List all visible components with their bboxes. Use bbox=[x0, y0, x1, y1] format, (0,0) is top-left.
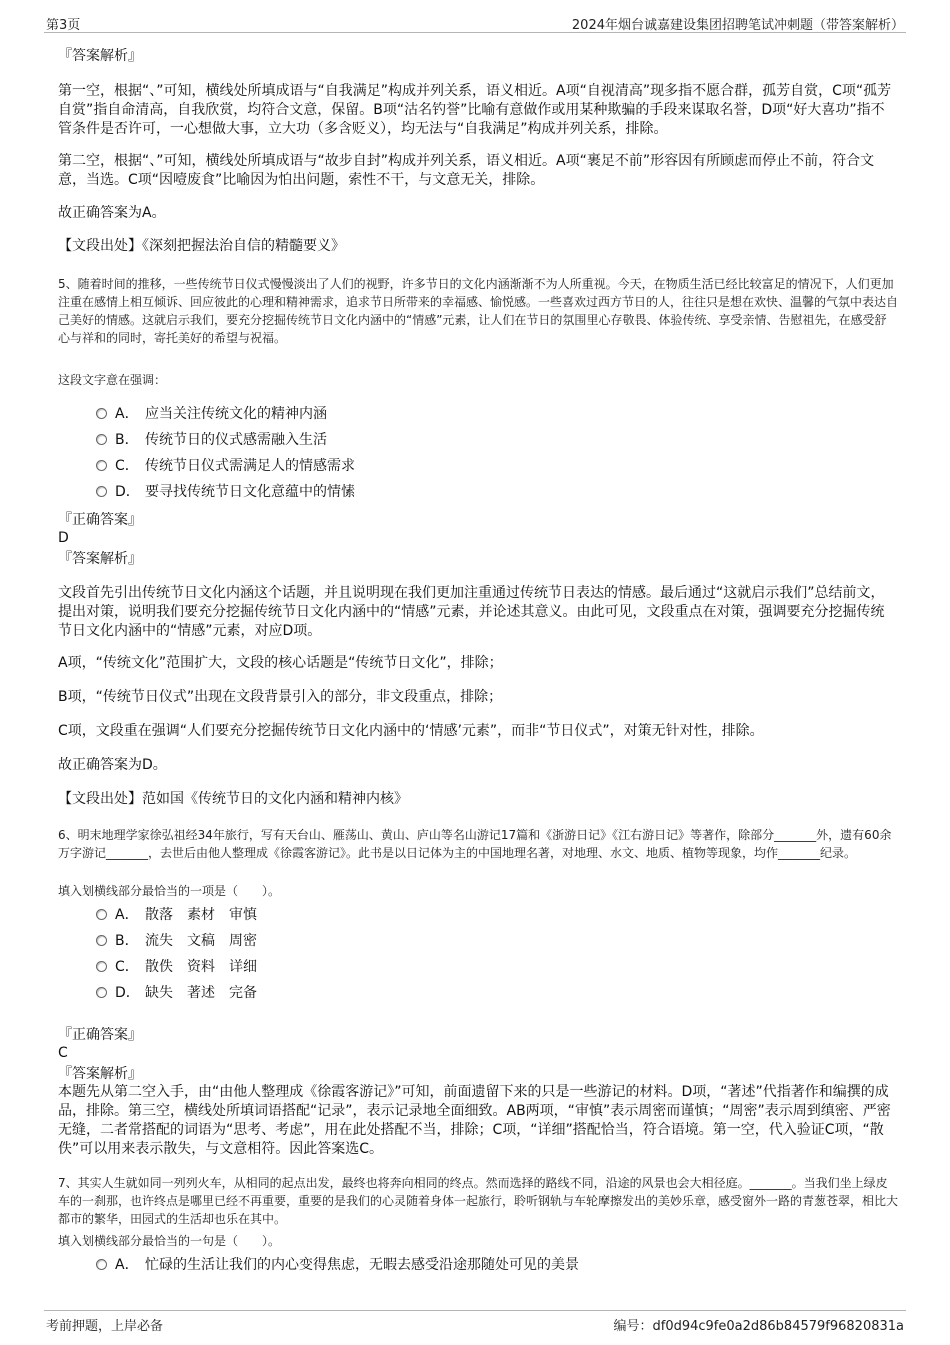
q7-stem: 7、其实人生就如同一列列火车，从相同的起点出发，最终也将奔向相同的终点。然而选择的路线不同，沿途的风景也会大相径庭。_______。当我们坐上绿皮车的一刹那，也许终点是哪里已经不再重要，重要的是我们的心灵随着身体一起旅行，聆听钢轨与车轮摩擦发出的美妙乐章，感受窗外一路的青葱苍翠，相比大都市的繁华，田园式的生活却也乐在其中。 bbox=[58, 1176, 899, 1226]
q5-answer-label: 『正确答案』 bbox=[58, 512, 142, 528]
q6-analysis-p1: 本题先从第二空入手，由“由他人整理成《徐霞客游记》”可知，前面遗留下来的只是一些游记的材料。D项，“著述”代指著作和编撰的成品，排除。第三空，横线处所填词语搭配“记录”，表示记录地全面细致。AB两项，“审慎”表示周密而谨慎；“周密”表示周到缜密、严密无缝，二者常搭配的词语为“思考、考虑”，用在此处搭配不当，排除；C项，“详细”搭配恰当，符合语境。第一空，代入验证C项，“散佚”可以用来表示散失，与文意相符。因此答案选C。 bbox=[58, 1084, 891, 1157]
q6-answer: C bbox=[58, 1045, 68, 1061]
radio-icon[interactable] bbox=[96, 935, 107, 946]
q5-answer: D bbox=[58, 530, 69, 546]
radio-icon[interactable] bbox=[96, 909, 107, 920]
q5-option-b[interactable]: B． 传统节日的仪式感需融入生活 bbox=[96, 431, 327, 449]
page-header bbox=[44, 12, 906, 33]
q5-analysis-label: 『答案解析』 bbox=[58, 551, 142, 567]
q4-analysis-conclusion: 故正确答案为A。 bbox=[58, 205, 166, 221]
q6-stem: 6、明末地理学家徐弘祖经34年旅行，写有天台山、雁荡山、黄山、庐山等名山游记17篇和《浙游日记》《江右游日记》等著作，除部分_______外，遗有60余万字游记_______，去世后由他人整理成《徐霞客游记》。此书是以日记体为主的中国地理名著，对地理、水文、地质、植物等现象，均作_______纪录。 bbox=[58, 828, 892, 860]
q5-prompt: 这段文字意在强调： bbox=[58, 373, 167, 387]
footer-slogan: 考前押题，上岸必备 bbox=[46, 1319, 164, 1334]
q5-analysis-p2: A项，“传统文化”范围扩大，文段的核心话题是“传统节日文化”，排除； bbox=[58, 655, 503, 671]
q6-option-d[interactable]: D． 缺失 著述 完备 bbox=[96, 984, 257, 1002]
q4-analysis-label: 『答案解析』 bbox=[58, 48, 142, 64]
q6-prompt: 填入划横线部分最恰当的一项是（ ）。 bbox=[58, 884, 281, 898]
q5-stem: 5、随着时间的推移，一些传统节日仪式慢慢淡出了人们的视野，许多节日的文化内涵渐渐不为人所重视。今天，在物质生活已经比较富足的情况下，人们更加注重在感情上相互倾诉、回应彼此的心理和精神需求，追求节日所带来的幸福感、愉悦感。一些喜欢过西方节日的人，往往只是想在欢快、温馨的气氛中表达自己美好的情感。这就启示我们，要充分挖掘传统节日文化内涵中的“情感”元素，让人们在节日的氛围里心存敬畏、体验传统、享受亲情、告慰祖先，在感受舒心与祥和的同时，寄托美好的希望与祝福。 bbox=[58, 277, 899, 345]
radio-icon[interactable] bbox=[96, 408, 107, 419]
q5-source: 【文段出处】范如国《传统节日的文化内涵和精神内核》 bbox=[58, 791, 408, 807]
q5-option-d[interactable]: D． 要寻找传统节日文化意蕴中的情愫 bbox=[96, 483, 355, 501]
document-id: 编号：df0d94c9fe0a2d86b84579f96820831a bbox=[613, 1319, 904, 1334]
q5-option-a[interactable]: A． 应当关注传统文化的精神内涵 bbox=[96, 405, 327, 423]
document-title: 2024年烟台诚嘉建设集团招聘笔试冲刺题（带答案解析） bbox=[571, 18, 904, 33]
q4-analysis-p2: 第二空，根据“、”可知，横线处所填成语与“故步自封”构成并列关系，语义相近。A项“裹足不前”形容因有所顾虑而停止不前，符合文意，当选。C项“因噎废食”比喻因为怕出问题，索性不干，与文意无关，排除。 bbox=[58, 153, 875, 188]
q6-answer-label: 『正确答案』 bbox=[58, 1027, 142, 1043]
q6-option-b[interactable]: B． 流失 文稿 周密 bbox=[96, 932, 257, 950]
q5-analysis-p4: C项，文段重在强调“人们要充分挖掘传统节日文化内涵中的‘情感’元素”，而非“节日仪式”，对策无针对性，排除。 bbox=[58, 723, 764, 739]
radio-icon[interactable] bbox=[96, 987, 107, 998]
q4-source: 【文段出处】《深刻把握法治自信的精髓要义》 bbox=[58, 238, 345, 254]
radio-icon[interactable] bbox=[96, 961, 107, 972]
page-number: 第3页 bbox=[46, 18, 81, 33]
q5-option-c[interactable]: C． 传统节日仪式需满足人的情感需求 bbox=[96, 457, 355, 475]
q6-option-c[interactable]: C． 散佚 资料 详细 bbox=[96, 958, 257, 976]
page-footer bbox=[44, 1310, 906, 1334]
q4-analysis-p1: 第一空，根据“、”可知，横线处所填成语与“自我满足”构成并列关系，语义相近。A项“自视清高”现多指不愿合群，孤芳自赏，C项“孤芳自赏”指自命清高，自我欣赏，均符合文意，保留。B项“沽名钓誉”比喻有意做作或用某种欺骗的手段来谋取名誉，D项“好大喜功”指不管条件是否许可，一心想做大事，立大功（多含贬义），均无法与“自我满足”构成并列关系，排除。 bbox=[58, 83, 892, 137]
radio-icon[interactable] bbox=[96, 434, 107, 445]
radio-icon[interactable] bbox=[96, 460, 107, 471]
q7-option-a[interactable]: A． 忙碌的生活让我们的内心变得焦虑，无暇去感受沿途那随处可见的美景 bbox=[96, 1256, 579, 1274]
q7-prompt: 填入划横线部分最恰当的一句是（ ）。 bbox=[58, 1234, 281, 1248]
q5-analysis-p3: B项，“传统节日仪式”出现在文段背景引入的部分，非文段重点，排除； bbox=[58, 689, 503, 705]
radio-icon[interactable] bbox=[96, 486, 107, 497]
q5-analysis-conclusion: 故正确答案为D。 bbox=[58, 757, 167, 773]
radio-icon[interactable] bbox=[96, 1259, 107, 1270]
q6-analysis-label: 『答案解析』 bbox=[58, 1066, 142, 1082]
q6-option-a[interactable]: A． 散落 素材 审慎 bbox=[96, 906, 257, 924]
q5-analysis-p1: 文段首先引出传统节日文化内涵这个话题，并且说明现在我们更加注重通过传统节日表达的情感。最后通过“这就启示我们”总结前文，提出对策，说明我们要充分挖掘传统节日文化内涵中的“情感”元素，并论述其意义。由此可见，文段重点在对策，强调要充分挖掘传统节日文化内涵中的“情感”元素，对应D项。 bbox=[58, 585, 885, 639]
